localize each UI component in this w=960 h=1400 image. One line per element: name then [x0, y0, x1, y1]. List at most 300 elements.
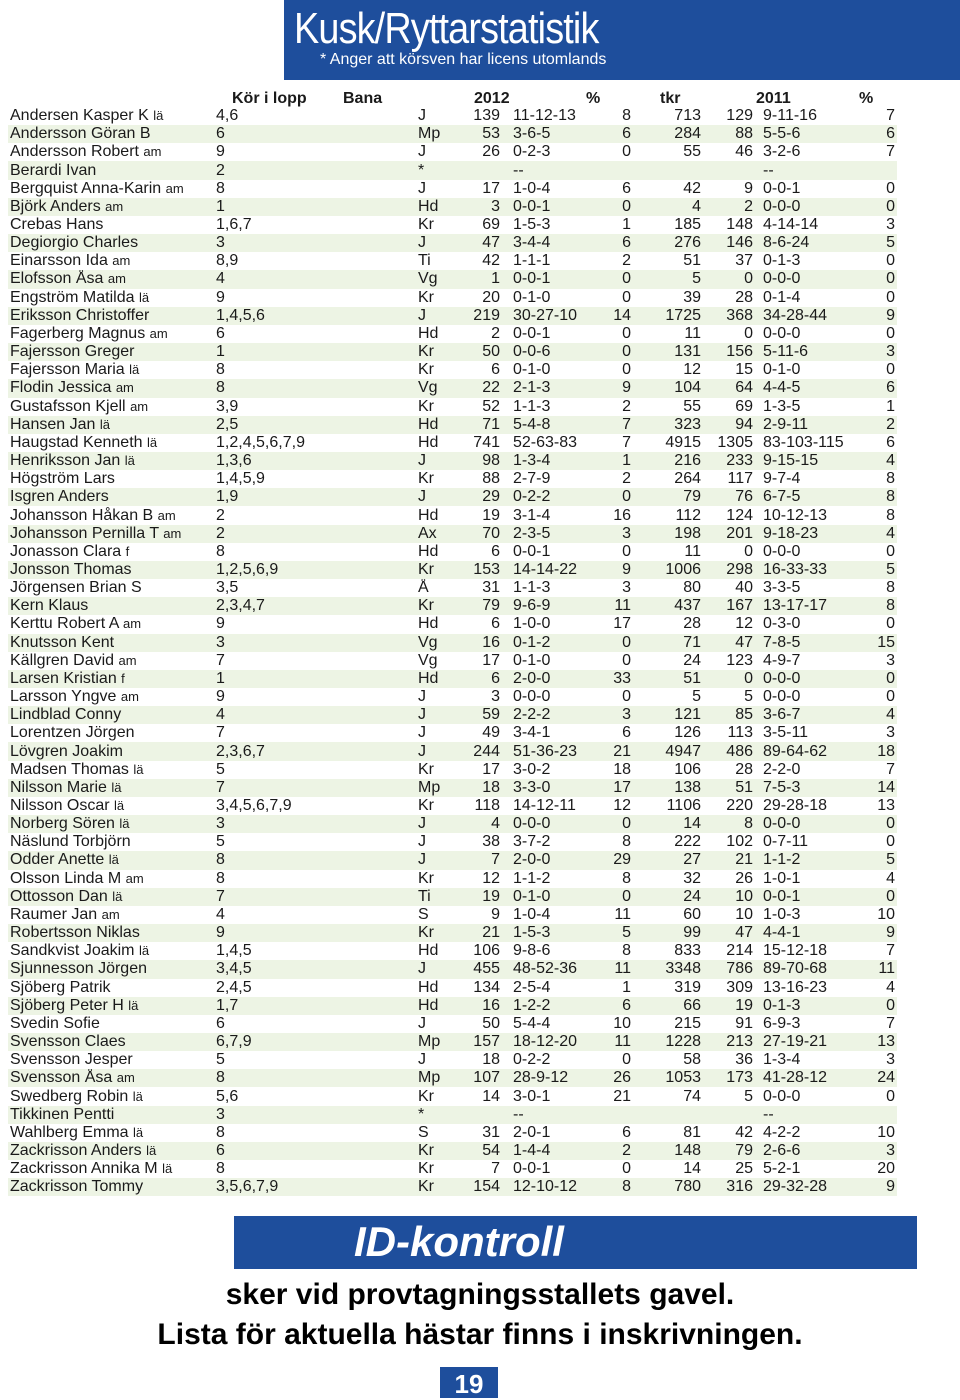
races-cell: 1,4,5,6: [216, 307, 418, 325]
record-2011-cell: 0-3-0: [763, 615, 801, 633]
record-2012-cell: 3-3-0: [500, 779, 605, 797]
track-cell: J: [418, 742, 458, 760]
starts-2012-cell: 17: [482, 179, 500, 197]
record-2011-cell: 83-103-115: [763, 433, 844, 451]
starts-2012-cell: 47: [458, 234, 500, 252]
tkr-cell: 60: [683, 905, 701, 923]
pct-2012-cell: 0: [622, 288, 631, 306]
pct-2012-cell: 0: [622, 143, 631, 161]
pct-2011-cell: 7: [886, 143, 895, 161]
races-cell: 6: [216, 125, 418, 143]
license-tag: lä: [128, 997, 139, 1013]
record-2012-cell: 0-0-1: [513, 542, 551, 560]
record-2011-cell: --: [753, 161, 859, 179]
driver-name: [8, 997, 216, 1015]
driver-name: [8, 652, 216, 670]
pct-2011-cell: 0: [859, 997, 897, 1015]
table-row: [8, 488, 897, 506]
driver-name: [8, 361, 216, 379]
record-2012-cell: 51-36-23: [500, 742, 605, 760]
starts-2011-cell: 28: [735, 288, 753, 306]
starts-2012-cell: 6: [458, 670, 500, 688]
driver-name-text: Sjöberg Patrik: [10, 978, 111, 996]
record-2011-cell: 2-9-11: [753, 416, 859, 434]
races-cell: 4: [216, 270, 418, 288]
tkr-cell: 4915: [665, 433, 701, 451]
tkr-cell: 3348: [631, 960, 701, 978]
license-tag: f: [125, 543, 130, 559]
starts-2012-cell: 49: [482, 724, 500, 742]
record-2011-cell: 0-0-0: [753, 670, 859, 688]
track-cell: Hd: [418, 542, 439, 560]
track-cell: Kr: [418, 397, 434, 415]
tkr-cell: 713: [674, 107, 701, 125]
license-tag: lä: [108, 852, 119, 868]
starts-2012-cell: 219: [458, 307, 500, 325]
driver-name: [8, 1069, 216, 1087]
driver-name: [8, 125, 216, 143]
races-cell: 7: [216, 888, 418, 906]
starts-2011-cell: 156: [701, 343, 753, 361]
record-2012-cell: 0-2-2: [500, 488, 605, 506]
starts-2011-cell: 2: [701, 198, 753, 216]
starts-2011-cell: 64: [701, 379, 753, 397]
starts-2011-cell: 117: [727, 470, 753, 488]
starts-2012-cell: 17: [482, 651, 500, 669]
license-tag: am: [105, 198, 124, 214]
record-2012-cell: 0-0-0: [513, 688, 551, 706]
pct-2011-cell: 0: [886, 542, 895, 560]
starts-2012-cell: 79: [458, 597, 500, 615]
races-cell: 1,4,5,9: [216, 470, 265, 488]
record-2011-cell: 6-7-5: [753, 488, 859, 506]
driver-name-text: Näslund Torbjörn: [10, 833, 131, 851]
pct-2012-cell: 0: [622, 1160, 631, 1178]
driver-name: [8, 161, 216, 179]
record-2011-cell: 0-1-0: [763, 361, 801, 379]
pct-2011-cell: 15: [859, 634, 897, 652]
pct-2012-cell: 3: [622, 579, 631, 597]
record-2012-cell: 1-1-1: [513, 252, 551, 270]
record-2012-cell: 0-1-0: [500, 888, 605, 906]
pct-2012-cell: 17: [613, 615, 631, 633]
license-tag: am: [165, 180, 184, 196]
races-cell: 5: [216, 1051, 225, 1069]
pct-2011-cell: 7: [886, 107, 895, 125]
pct-2012-cell: 6: [622, 1123, 631, 1141]
driver-name-text: Olsson Linda M: [10, 869, 122, 887]
starts-2012-cell: 157: [458, 1033, 500, 1051]
driver-name: [8, 688, 216, 706]
license-tag: am: [107, 271, 126, 287]
starts-2012-cell: 54: [458, 1142, 500, 1160]
pct-2012-cell: 10: [613, 1014, 631, 1032]
driver-name-text: Einarsson Ida: [10, 252, 108, 270]
pct-2011-cell: 11: [859, 960, 897, 978]
track-cell: Hd: [418, 997, 458, 1015]
driver-name-text: Madsen Thomas: [10, 760, 129, 778]
starts-2012-cell: 139: [473, 107, 500, 125]
starts-2011-cell: 5: [744, 688, 753, 706]
driver-name: [8, 960, 216, 978]
starts-2011-cell: 148: [726, 216, 753, 234]
driver-name: [8, 107, 216, 125]
table-row: [8, 597, 897, 615]
starts-2011-cell: 0: [701, 670, 753, 688]
tkr-cell: 1725: [631, 307, 701, 325]
driver-name-text: Svensson Claes: [10, 1033, 126, 1051]
record-2012-cell: 9-6-9: [500, 597, 605, 615]
driver-name: [8, 1087, 216, 1105]
tkr-cell: 323: [631, 416, 701, 434]
license-tag: am: [115, 380, 134, 396]
pct-2012-cell: 0: [622, 688, 631, 706]
table-row: [8, 325, 897, 343]
record-2012-cell: 14-12-11: [513, 797, 576, 815]
races-cell: 1,9: [216, 488, 418, 506]
driver-name: [8, 906, 216, 924]
pct-2012-cell: 0: [605, 198, 631, 216]
pct-2011-cell: 8: [886, 579, 895, 597]
pct-2012-cell: 7: [622, 433, 631, 451]
tkr-cell: 1053: [631, 1069, 701, 1087]
pct-2011-cell: 18: [859, 742, 897, 760]
pct-2012-cell: 9: [605, 561, 631, 579]
pct-2011-cell: 0: [886, 688, 895, 706]
driver-name: [8, 615, 216, 633]
record-2011-cell: 10-12-13: [763, 506, 828, 524]
starts-2012-cell: 52: [482, 397, 500, 415]
table-row: [8, 143, 897, 161]
record-2011-cell: 3-2-6: [763, 143, 801, 161]
driver-name: [8, 1106, 216, 1124]
starts-2011-cell: 91: [735, 1014, 753, 1032]
pct-2011-cell: 6: [859, 379, 897, 397]
driver-name-text: Lorentzen Jörgen: [10, 724, 135, 742]
driver-name: [8, 525, 216, 543]
driver-name-text: Jonasson Clara: [10, 542, 122, 560]
record-2011-cell: 8-6-24: [753, 234, 859, 252]
license-tag: am: [163, 525, 182, 541]
driver-name: [8, 398, 216, 416]
tkr-cell: 28: [683, 615, 701, 633]
pct-2011-cell: 0: [859, 270, 897, 288]
pct-2011-cell: [859, 161, 897, 179]
tkr-cell: 4947: [631, 742, 701, 760]
starts-2012-cell: 17: [482, 760, 500, 778]
starts-2012-cell: 38: [482, 833, 500, 851]
record-2011-cell: 1-0-1: [763, 869, 801, 887]
track-cell: J: [418, 833, 426, 851]
license-tag: am: [130, 398, 149, 414]
table-row: [8, 379, 897, 397]
pct-2012-cell: 0: [605, 888, 631, 906]
pct-2012-cell: 11: [605, 1033, 631, 1051]
pct-2011-cell: 2: [859, 416, 897, 434]
notice-line-2: Lista för aktuella hästar finns i inskrivningen.: [157, 1318, 803, 1351]
races-cell: 3,5: [216, 579, 239, 597]
driver-name: [8, 797, 216, 815]
pct-2012-cell: 33: [605, 670, 631, 688]
races-cell: 8: [216, 379, 418, 397]
table-row: [8, 706, 897, 724]
driver-name: [8, 597, 216, 615]
record-2012-cell: 1-1-3: [513, 579, 551, 597]
record-2011-cell: 4-4-1: [753, 924, 859, 942]
record-2012-cell: 2-5-4: [513, 978, 551, 996]
races-cell: 9: [216, 615, 225, 633]
pct-2011-cell: 0: [886, 1087, 895, 1105]
table-row: [8, 942, 897, 960]
driver-name-text: Björk Anders: [10, 197, 101, 215]
pct-2012-cell: 0: [622, 542, 631, 560]
starts-2011-cell: 486: [701, 742, 753, 760]
races-cell: 7: [216, 651, 225, 669]
driver-name: [8, 325, 216, 343]
record-2011-cell: 1-1-2: [753, 851, 859, 869]
record-2011-cell: 3-5-11: [763, 724, 809, 742]
starts-2012-cell: 18: [458, 779, 500, 797]
record-2011-cell: 0-1-3: [763, 252, 801, 270]
record-2011-cell: 0-0-0: [753, 270, 859, 288]
tkr-cell: 99: [631, 924, 701, 942]
record-2012-cell: 0-2-3: [513, 143, 551, 161]
starts-2012-cell: 26: [482, 143, 500, 161]
pct-2011-cell: 6: [859, 125, 897, 143]
table-row: [8, 870, 897, 888]
tkr-cell: 24: [631, 888, 701, 906]
driver-name-text: Henriksson Jan: [10, 452, 121, 470]
tkr-cell: 14: [683, 1160, 701, 1178]
record-2011-cell: 0-7-11: [763, 833, 809, 851]
record-2012-cell: --: [500, 161, 605, 179]
record-2012-cell: 3-1-4: [513, 506, 551, 524]
starts-2012-cell: 50: [482, 1014, 500, 1032]
table-row: [8, 543, 897, 561]
driver-name-text: Zackrisson Annika M: [10, 1160, 158, 1178]
starts-2011-cell: 69: [735, 397, 753, 415]
starts-2012-cell: 1: [458, 270, 500, 288]
pct-2012-cell: 0: [605, 488, 631, 506]
races-cell: 2,3,4,7: [216, 597, 418, 615]
pct-2011-cell: 10: [877, 905, 895, 923]
pct-2012-cell: 2: [622, 252, 631, 270]
driver-name: [8, 888, 216, 906]
track-cell: Mp: [418, 1033, 458, 1051]
pct-2011-cell: 3: [859, 1142, 897, 1160]
driver-name: [8, 779, 216, 797]
record-2012-cell: 1-1-3: [513, 397, 551, 415]
pct-2011-cell: 4: [859, 706, 897, 724]
record-2012-cell: 0-0-6: [500, 343, 605, 361]
driver-name-text: Svensson Jesper: [10, 1051, 133, 1069]
col-header-tkr: tkr: [660, 90, 681, 107]
record-2012-cell: 14-14-22: [500, 561, 605, 579]
tkr-cell: 319: [674, 978, 701, 996]
races-cell: 4: [216, 706, 418, 724]
driver-name-text: Knutsson Kent: [10, 633, 115, 651]
driver-name-text: Lindblad Conny: [10, 706, 122, 724]
record-2012-cell: 0-0-1: [513, 324, 551, 342]
track-cell: J: [418, 488, 458, 506]
races-cell: 3: [216, 815, 418, 833]
starts-2011-cell: 25: [735, 1160, 753, 1178]
driver-name: [8, 1160, 216, 1178]
pct-2012-cell: 8: [622, 942, 631, 960]
record-2012-cell: --: [500, 1106, 605, 1124]
record-2012-cell: 18-12-20: [500, 1033, 605, 1051]
pct-2012-cell: 18: [613, 760, 631, 778]
starts-2011-cell: 316: [701, 1178, 753, 1196]
pct-2012-cell: 9: [605, 379, 631, 397]
driver-name: [8, 851, 216, 869]
record-2011-cell: 0-1-4: [763, 288, 801, 306]
record-2011-cell: 4-4-5: [753, 379, 859, 397]
pct-2011-cell: 4: [886, 978, 895, 996]
table-row: [8, 1178, 897, 1196]
starts-2012-cell: 6: [491, 615, 500, 633]
driver-name: [8, 379, 216, 397]
driver-name-text: Elofsson Åsa: [10, 270, 104, 288]
license-tag: am: [143, 144, 162, 160]
table-row: [8, 1087, 897, 1105]
track-cell: Kr: [418, 760, 434, 778]
col-header-2011: 2011: [756, 90, 791, 107]
track-cell: Kr: [418, 343, 458, 361]
starts-2012-cell: [458, 161, 500, 179]
pct-2012-cell: 0: [622, 651, 631, 669]
races-cell: 1: [216, 198, 418, 216]
driver-name: [8, 1033, 216, 1051]
races-cell: 2: [216, 161, 418, 179]
tkr-cell: 80: [683, 579, 701, 597]
record-2012-cell: 11-12-13: [513, 107, 576, 125]
starts-2012-cell: 31: [482, 579, 500, 597]
starts-2011-cell: 15: [735, 361, 753, 379]
tkr-cell: 138: [631, 779, 701, 797]
pct-2011-cell: 0: [886, 252, 895, 270]
record-2012-cell: 3-6-5: [500, 125, 605, 143]
starts-2012-cell: 107: [458, 1069, 500, 1087]
tkr-cell: 121: [631, 706, 701, 724]
starts-2012-cell: 70: [458, 525, 500, 543]
driver-name: [8, 706, 216, 724]
track-cell: Hd: [418, 615, 439, 633]
starts-2011-cell: 129: [726, 107, 753, 125]
driver-name-text: Jonsson Thomas: [10, 560, 132, 578]
starts-2012-cell: 244: [458, 742, 500, 760]
races-cell: 8,9: [216, 252, 239, 270]
starts-2011-cell: 47: [701, 924, 753, 942]
pct-2011-cell: 13: [859, 1033, 897, 1051]
starts-2012-cell: 7: [491, 1160, 500, 1178]
starts-2011-cell: 124: [726, 506, 753, 524]
record-2012-cell: 0-0-0: [500, 815, 605, 833]
pct-2011-cell: 9: [859, 924, 897, 942]
starts-2012-cell: 22: [458, 379, 500, 397]
license-tag: lä: [138, 289, 150, 305]
driver-stats-table: [8, 107, 897, 1196]
license-tag: am: [157, 507, 176, 523]
record-2012-cell: 0-2-2: [513, 1051, 551, 1069]
driver-name-text: Zackrisson Anders: [10, 1141, 142, 1159]
record-2012-cell: 1-0-4: [513, 905, 551, 923]
record-2012-cell: 2-2-2: [500, 706, 605, 724]
starts-2011-cell: 213: [701, 1033, 753, 1051]
tkr-cell: 1228: [631, 1033, 701, 1051]
track-cell: *: [418, 161, 458, 179]
license-tag: am: [125, 870, 144, 886]
col-header-bana: Bana: [343, 90, 383, 107]
record-2011-cell: 3-3-5: [763, 579, 801, 597]
starts-2011-cell: 9: [744, 179, 753, 197]
id-control-title: ID-kontroll: [354, 1218, 564, 1265]
record-2012-cell: 1-5-3: [500, 924, 605, 942]
pct-2012-cell: [605, 161, 631, 179]
record-2011-cell: 0-0-1: [763, 179, 801, 197]
tkr-cell: 12: [683, 361, 701, 379]
record-2011-cell: 2-6-6: [753, 1142, 859, 1160]
races-cell: 8: [216, 361, 225, 379]
pct-2012-cell: 0: [605, 270, 631, 288]
license-tag: lä: [138, 943, 150, 959]
driver-name-text: Svedin Sofie: [10, 1014, 100, 1032]
track-cell: J: [418, 688, 426, 706]
starts-2011-cell: 201: [701, 525, 753, 543]
starts-2011-cell: 173: [701, 1069, 753, 1087]
table-row: [8, 198, 897, 216]
tkr-cell: 51: [683, 252, 701, 270]
table-row: [8, 851, 897, 869]
record-2012-cell: 2-3-5: [500, 525, 605, 543]
starts-2012-cell: 134: [473, 978, 500, 996]
starts-2012-cell: 6: [491, 361, 500, 379]
tkr-cell: 104: [631, 379, 701, 397]
races-cell: 2,4,5: [216, 978, 252, 996]
pct-2012-cell: 0: [622, 1051, 631, 1069]
races-cell: 4,6: [216, 107, 239, 125]
starts-2012-cell: 7: [458, 851, 500, 869]
header-banner: [284, 0, 960, 80]
pct-2012-cell: 8: [605, 1178, 631, 1196]
table-row: [8, 452, 897, 470]
pct-2012-cell: 2: [622, 470, 631, 488]
record-2011-cell: 0-0-0: [763, 324, 801, 342]
record-2012-cell: 12-10-12: [500, 1178, 605, 1196]
track-cell: Hd: [418, 198, 458, 216]
license-tag: am: [118, 652, 137, 668]
license-tag: f: [121, 670, 125, 686]
record-2011-cell: 1-3-4: [763, 1051, 801, 1069]
driver-name-text: Berardi Ivan: [10, 161, 97, 179]
tkr-cell: 79: [631, 488, 701, 506]
pct-2011-cell: 20: [877, 1160, 895, 1178]
record-2011-cell: 9-18-23: [753, 525, 859, 543]
starts-2012-cell: 29: [458, 488, 500, 506]
pct-2011-cell: 10: [877, 1123, 895, 1141]
driver-name: [8, 979, 216, 997]
tkr-cell: 185: [674, 216, 701, 234]
starts-2012-cell: 50: [458, 343, 500, 361]
pct-2012-cell: 8: [622, 107, 631, 125]
driver-name-text: Crebas Hans: [10, 216, 104, 234]
pct-2012-cell: 11: [605, 960, 631, 978]
track-cell: Kr: [418, 288, 434, 306]
table-row: [8, 525, 897, 543]
pct-2011-cell: 0: [886, 833, 895, 851]
pct-2011-cell: 1: [886, 397, 895, 415]
record-2011-cell: 4-2-2: [763, 1123, 801, 1141]
